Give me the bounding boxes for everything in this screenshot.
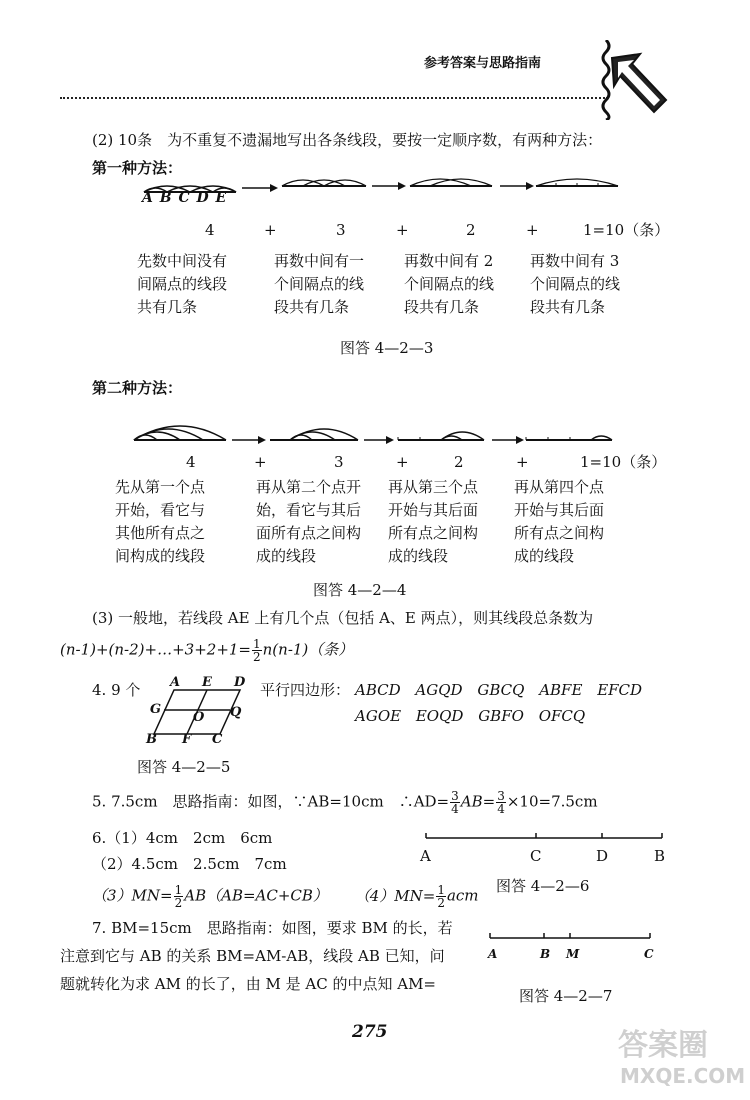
method1-label: 第一种方法：: [92, 159, 183, 177]
fig6-label-d: D: [596, 847, 609, 865]
item3-line1: (3) 一般地，若线段 AE 上有几个点（包括 A、E 两点），则其线段总条数为: [92, 609, 594, 627]
item6-line2: （2）4.5cm 2.5cm 7cm: [92, 855, 287, 873]
label-a: A: [170, 675, 181, 690]
m2-plus-1: +: [254, 453, 267, 471]
fig6-label-a: A: [420, 847, 431, 865]
m2-term-4: 1=10（条）: [580, 453, 667, 471]
label-q: Q: [230, 705, 242, 720]
label-g: G: [150, 702, 162, 717]
corner-arrow-icon: [608, 50, 670, 118]
m2-term-2: 3: [334, 453, 344, 471]
point-a: A: [142, 190, 154, 206]
label-c: C: [212, 732, 223, 747]
label-e: E: [202, 675, 212, 690]
label-o: O: [193, 710, 205, 725]
item2-intro: (2) 10条 为不重复不遗漏地写出各条线段，要按一定顺序数，有两种方法：: [92, 131, 603, 149]
label-f: F: [182, 732, 192, 747]
item4-answer: 4. 9 个: [92, 681, 141, 699]
point-d: D: [196, 190, 210, 206]
caption-4-2-3: 图答 4—2—3: [340, 339, 434, 357]
m1-plus-2: +: [396, 221, 409, 239]
item7-line3: 题就转化为求 AM 的长了，由 M 是 AC 的中点知 AM=: [60, 975, 436, 993]
m2-plus-3: +: [516, 453, 529, 471]
watermark-logo: 答案圈: [618, 1028, 708, 1063]
m1-term-2: 3: [336, 221, 346, 239]
method2-label: 第二种方法：: [92, 379, 183, 397]
parallelogram-list-label: 平行四边形：: [260, 681, 351, 699]
m2-plus-2: +: [396, 453, 409, 471]
fraction-half: $\frac{1}{2}$: [253, 637, 261, 664]
segment-figure-7: [486, 930, 656, 944]
m2-term-1: 4: [186, 453, 196, 471]
fig6-label-c: C: [530, 847, 542, 865]
point-b: B: [159, 190, 173, 206]
m1-plus-3: +: [526, 221, 539, 239]
header-divider: [60, 97, 608, 99]
method2-diagram: [130, 414, 630, 448]
item7-line1: 7. BM=15cm 思路指南：如图，要求 BM 的长，若: [92, 919, 453, 937]
parallelogram-row2: AGOE EOQD GBFO OFCQ: [355, 707, 586, 725]
fig7-label-b: B: [540, 947, 551, 961]
item3-formula: (n-1)+(n-2)+…+3+2+1= $\frac{1}{2}$ n(n-1)（条）: [60, 637, 354, 664]
item6-line1: 6.（1）4cm 2cm 6cm: [92, 829, 273, 847]
watermark-url: MXQE.COM: [620, 1064, 746, 1088]
item7-line2: 注意到它与 AB 的关系 BM=AM-AB，线段 AB 已知，问: [60, 947, 445, 965]
m1-desc-2: 再数中间有一 个间隔点的线 段共有几条: [274, 252, 365, 316]
caption-4-2-7: 图答 4—2—7: [519, 987, 613, 1005]
parallelogram-row1: ABCD AGQD GBCQ ABFE EFCD: [355, 681, 643, 699]
m2-desc-1: 先从第一个点 开始，看它与 其他所有点之 间构成的线段: [115, 478, 206, 565]
item5-line: 5. 7.5cm 思路指南：如图，∵AB=10cm ∴AD= $\frac{3}{4}$ AB= $\frac{3}{4}$ ×10=7.5cm: [92, 789, 598, 816]
header-title: 参考答案与思路指南: [424, 56, 542, 71]
fig7-label-c: C: [644, 947, 654, 961]
caption-4-2-4: 图答 4—2—4: [313, 581, 407, 599]
m1-plus-1: +: [264, 221, 277, 239]
segment-figure-6: [420, 830, 670, 844]
label-d: D: [234, 675, 246, 690]
point-e: E: [215, 190, 228, 206]
m1-desc-1: 先数中间没有 间隔点的线段 共有几条: [137, 252, 228, 316]
m2-term-3: 2: [454, 453, 464, 471]
m1-term-1: 4: [205, 221, 215, 239]
item6-line3: （3）MN= $\frac{1}{2}$ AB（AB=AC+CB） （4）MN= $\frac{1}{2}$ acm: [92, 883, 479, 910]
m2-desc-3: 再从第三个点 开始与其后面 所有点之间构 成的线段: [388, 478, 479, 565]
m1-term-3: 2: [466, 221, 476, 239]
caption-4-2-5: 图答 4—2—5: [137, 758, 231, 776]
caption-4-2-6: 图答 4—2—6: [496, 877, 590, 895]
m1-desc-3: 再数中间有 2 个间隔点的线 段共有几条: [404, 252, 495, 316]
m2-desc-4: 再从第四个点 开始与其后面 所有点之间构 成的线段: [514, 478, 605, 565]
m2-desc-2: 再从第二个点开 始，看它与其后 面所有点之间构 成的线段: [256, 478, 362, 565]
point-c: C: [178, 190, 191, 206]
m1-desc-4: 再数中间有 3 个间隔点的线 段共有几条: [530, 252, 621, 316]
fig6-label-b: B: [654, 847, 666, 865]
label-b: B: [146, 732, 157, 747]
fig7-label-a: A: [488, 947, 498, 961]
page-number: 275: [352, 1022, 388, 1042]
method1-points: [142, 188, 227, 208]
m1-term-4: 1=10（条）: [583, 221, 670, 239]
fig7-label-m: M: [566, 947, 580, 961]
